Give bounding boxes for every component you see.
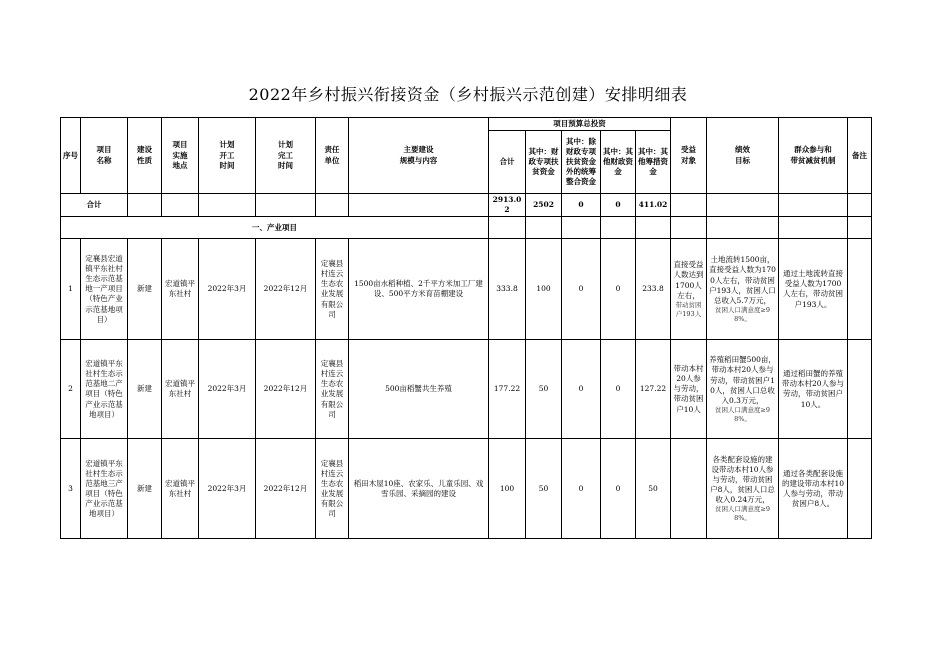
- header-other-fiscal: 其中：其他财政资金: [601, 131, 636, 194]
- header-other-funds: 其中：其他筹措资金: [636, 131, 671, 194]
- row-fiscal: 50: [526, 439, 562, 539]
- row-start: 2022年3月: [199, 239, 256, 340]
- row-unit: 定襄县村连云生态农业发展有限公司: [316, 239, 349, 340]
- row-excl: 0: [562, 340, 601, 439]
- row-target-text: 带动本村20人参与劳动，带动贫困户10人: [673, 364, 704, 414]
- row-name: 宏道镇平东社村生态示范基地三产项目（特色产业示范基地项目）: [81, 439, 128, 539]
- row-goal: [707, 340, 779, 439]
- row-end: 2022年12月: [256, 340, 316, 439]
- totals-label: 合计: [61, 194, 128, 217]
- row-content: 500亩稻蟹共生养殖: [349, 340, 489, 439]
- row-seq: 3: [61, 439, 81, 539]
- header-seq: 序号: [61, 118, 81, 194]
- row-mechanism: 通过各类配套设施的建设带动本村10人参与劳动，带动贫困户8人。: [779, 439, 848, 539]
- row-content: 稻田木屋10座、农家乐、儿童乐园、戏雪乐园、采摘园的建设: [349, 439, 489, 539]
- header-start: 计划 开工 时间: [199, 118, 256, 194]
- totals-other-fiscal: 0: [601, 194, 636, 217]
- row-unit: 定襄县村连云生态农业发展有限公司: [316, 439, 349, 539]
- document-title: 2022年乡村振兴衔接资金（乡村振兴示范创建）安排明细表: [248, 85, 688, 104]
- row-seq: 1: [61, 239, 81, 340]
- header-excl: 其中：除财政专项扶贫资金外的统筹整合资金: [562, 131, 601, 194]
- row-target-note: 带动贫困户193人: [675, 300, 702, 318]
- table-row: [61, 239, 872, 340]
- row-other-funds: 50: [636, 439, 671, 539]
- header-location: 项目 实施 地点: [162, 118, 199, 194]
- row-goal: [707, 239, 779, 340]
- row-other-fiscal: 0: [601, 340, 636, 439]
- table-row: [61, 340, 872, 439]
- row-name: 宏道镇平东社村生态示范基地二产项目（特色产业示范基地项目）: [81, 340, 128, 439]
- totals-other-funds: 411.02: [636, 194, 671, 217]
- table-row: [61, 439, 872, 539]
- header-remark: 备注: [848, 118, 872, 194]
- row-fiscal: 50: [526, 340, 562, 439]
- header-unit: 责任 单位: [316, 118, 349, 194]
- row-end: 2022年12月: [256, 439, 316, 539]
- row-target: [671, 340, 707, 439]
- row-goal-text: 养殖稻田蟹500亩，带动本村20人参与劳动，带动贫困户10人，贫困人口总收入0.3万元，: [709, 355, 776, 405]
- header-name: 项目 名称: [81, 118, 128, 194]
- budget-table: [60, 117, 872, 539]
- row-other-funds: 127.22: [636, 340, 671, 439]
- row-total: 333.8: [489, 239, 526, 340]
- row-seq: 2: [61, 340, 81, 439]
- row-other-fiscal: 0: [601, 239, 636, 340]
- header-mechanism: 群众参与和 带贫减贫机制: [779, 118, 848, 194]
- row-target-text: 直接受益人数达到1700人左右，: [673, 260, 704, 300]
- row-remark: [848, 239, 872, 340]
- row-fiscal: 100: [526, 239, 562, 340]
- row-total: 100: [489, 439, 526, 539]
- row-goal-note: 贫困人口满意度≥98%。: [714, 405, 771, 423]
- row-unit: 定襄县村连云生态农业发展有限公司: [316, 340, 349, 439]
- header-end: 计划 完工 时间: [256, 118, 316, 194]
- row-goal-text: 各类配套设施的建设带动本村10人参与劳动，带动贫困户8人，贫困人口总收入0.24万元，: [710, 454, 775, 505]
- row-nature: 新建: [128, 340, 162, 439]
- row-target: [671, 439, 707, 539]
- totals-fiscal: 2502: [526, 194, 562, 217]
- row-excl: 0: [562, 439, 601, 539]
- header-content: 主要建设 规模与内容: [349, 118, 489, 194]
- header-goal: 绩效 目标: [707, 118, 779, 194]
- row-content: 1500亩水稻种植、2千平方米加工厂建设、500平方米育苗棚建设: [349, 239, 489, 340]
- row-goal: [707, 439, 779, 539]
- row-nature: 新建: [128, 239, 162, 340]
- section-row: [61, 217, 872, 239]
- row-excl: 0: [562, 239, 601, 340]
- row-location: 宏道镇平东社村: [162, 439, 199, 539]
- totals-total: 2913.02: [489, 194, 526, 217]
- header-budget-group: 项目预算总投资: [489, 118, 671, 131]
- row-mechanism: 通过稻田蟹的养殖带动本村20人参与劳动，带动贫困户10人。: [779, 340, 848, 439]
- row-goal-note: 贫困人口满意度≥98%。: [714, 305, 771, 323]
- row-end: 2022年12月: [256, 239, 316, 340]
- header-fiscal: 其中：财政专项扶贫资金: [526, 131, 562, 194]
- row-location: 宏道镇平东社村: [162, 239, 199, 340]
- row-nature: 新建: [128, 439, 162, 539]
- row-other-fiscal: 0: [601, 439, 636, 539]
- header-nature: 建设 性质: [128, 118, 162, 194]
- row-start: 2022年3月: [199, 439, 256, 539]
- row-goal-text: 土地流转1500亩，直接受益人数为1700人左右，带动贫困户193人，贫困人口总收入5.7万元，: [709, 255, 776, 305]
- row-other-funds: 233.8: [636, 239, 671, 340]
- totals-row: [61, 194, 872, 217]
- row-location: 宏道镇平东社村: [162, 340, 199, 439]
- row-mechanism: 通过土地流转直接受益人数为1700人左右，带动贫困户193人。: [779, 239, 848, 340]
- row-name: 定襄县宏道镇平东社村生态示范基地一产项目（特色产业示范基地项目）: [81, 239, 128, 340]
- header-target: 受益 对象: [671, 118, 707, 194]
- row-remark: [848, 340, 872, 439]
- section-title: 一、产业项目: [61, 217, 489, 239]
- row-remark: [848, 439, 872, 539]
- header-total: 合计: [489, 131, 526, 194]
- row-total: 177.22: [489, 340, 526, 439]
- row-start: 2022年3月: [199, 340, 256, 439]
- row-target: [671, 239, 707, 340]
- totals-excl: 0: [562, 194, 601, 217]
- row-goal-note: 贫困人口满意度≥98%。: [714, 505, 771, 523]
